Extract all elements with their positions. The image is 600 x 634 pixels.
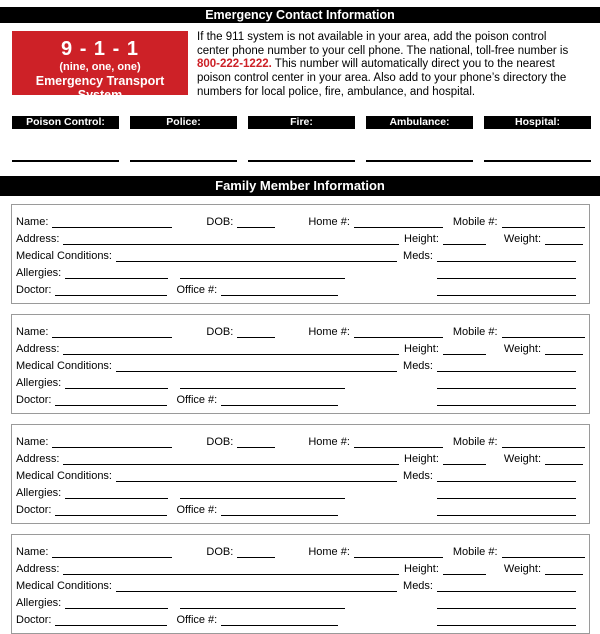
doctor-fill-line xyxy=(55,283,167,296)
doctor-label: Doctor: xyxy=(16,503,52,516)
dob-label: DOB: xyxy=(206,325,234,338)
member-row-medical xyxy=(16,575,585,592)
meds-extra-fill-line xyxy=(437,376,576,389)
mobile-phone-fill-line xyxy=(502,545,585,558)
medical-conditions-label: Medical Conditions: xyxy=(16,579,112,592)
contact-label-poison-control: Poison Control: xyxy=(12,116,119,129)
allergies-fill-line xyxy=(65,266,168,279)
member-row-name xyxy=(16,541,585,558)
member-row-name xyxy=(16,211,585,228)
contact-fill-line-hospital xyxy=(484,160,591,162)
doctor-label: Doctor: xyxy=(16,283,52,296)
meds-fill-line xyxy=(437,249,576,262)
dob-label: DOB: xyxy=(206,435,234,448)
address-fill-line xyxy=(63,342,399,355)
family-members xyxy=(11,204,589,634)
height-fill-line xyxy=(443,452,486,465)
allergies-label: Allergies: xyxy=(16,486,62,499)
weight-label: Weight: xyxy=(503,562,541,575)
911-number-words: (nine, one, one) xyxy=(59,61,141,73)
address-fill-line xyxy=(63,232,399,245)
allergies-fill-line xyxy=(65,486,168,499)
address-fill-line xyxy=(63,562,399,575)
office-phone-fill-line xyxy=(221,283,338,296)
name-label: Name: xyxy=(16,435,49,448)
family-section-title: Family Member Information xyxy=(215,177,385,193)
911-system-label: Emergency Transport System xyxy=(35,74,165,102)
meds-extra-fill-line-2 xyxy=(437,283,576,296)
name-fill-line xyxy=(52,325,172,338)
height-fill-line xyxy=(443,342,486,355)
dob-fill-line xyxy=(237,325,275,338)
name-label: Name: xyxy=(16,545,49,558)
office-phone-label: Office #: xyxy=(176,393,218,406)
family-section-header xyxy=(0,176,600,196)
home-phone-label: Home #: xyxy=(308,215,350,228)
family-member-block xyxy=(11,204,590,304)
office-phone-fill-line xyxy=(221,503,338,516)
dob-label: DOB: xyxy=(206,545,234,558)
medical-conditions-fill-line xyxy=(116,249,397,262)
weight-fill-line xyxy=(545,232,583,245)
meds-extra-fill-line-2 xyxy=(437,393,576,406)
address-label: Address: xyxy=(16,562,60,575)
home-phone-fill-line xyxy=(354,325,443,338)
dob-label: DOB: xyxy=(206,215,234,228)
meds-extra-fill-line-2 xyxy=(437,613,576,626)
family-member-block xyxy=(11,314,590,414)
doctor-fill-line xyxy=(55,393,167,406)
info-text-before: If the 911 system is not available in your area, add the poison control center phone number to your cell phone. The national, toll-free number is xyxy=(197,31,569,57)
address-label: Address: xyxy=(16,342,60,355)
name-label: Name: xyxy=(16,215,49,228)
name-label: Name: xyxy=(16,325,49,338)
poison-control-info-text xyxy=(197,31,581,100)
medical-conditions-label: Medical Conditions: xyxy=(16,359,112,372)
contact-label-hospital: Hospital: xyxy=(484,116,591,129)
allergies-extra-fill-line xyxy=(180,376,345,389)
911-panel xyxy=(12,31,188,102)
contact-fill-line-poison-control xyxy=(12,160,119,162)
emergency-section-title: Emergency Contact Information xyxy=(205,8,395,22)
member-row-medical xyxy=(16,465,585,482)
contact-fill-lines-row xyxy=(12,160,588,162)
member-row-doctor xyxy=(16,279,585,296)
member-row-medical xyxy=(16,355,585,372)
meds-extra-fill-line xyxy=(437,266,576,279)
height-label: Height: xyxy=(404,232,439,245)
member-row-allergies xyxy=(16,372,585,389)
medical-conditions-fill-line xyxy=(116,469,397,482)
office-phone-label: Office #: xyxy=(176,283,218,296)
contact-label-fire: Fire: xyxy=(248,116,355,129)
office-phone-label: Office #: xyxy=(176,503,218,516)
dob-fill-line xyxy=(237,215,275,228)
mobile-phone-label: Mobile #: xyxy=(452,325,498,338)
member-row-address xyxy=(16,338,585,355)
member-row-allergies xyxy=(16,592,585,609)
meds-label: Meds: xyxy=(403,579,433,592)
medical-conditions-label: Medical Conditions: xyxy=(16,469,112,482)
911-number: 9 - 1 - 1 xyxy=(61,38,139,60)
doctor-label: Doctor: xyxy=(16,613,52,626)
contact-fill-line-police xyxy=(130,160,237,162)
home-phone-fill-line xyxy=(354,435,443,448)
weight-label: Weight: xyxy=(503,452,541,465)
doctor-fill-line xyxy=(55,503,167,516)
meds-extra-fill-line-2 xyxy=(437,503,576,516)
height-label: Height: xyxy=(404,342,439,355)
allergies-extra-fill-line xyxy=(180,596,345,609)
weight-fill-line xyxy=(545,342,583,355)
emergency-section-header xyxy=(0,7,600,23)
member-row-doctor xyxy=(16,389,585,406)
meds-label: Meds: xyxy=(403,249,433,262)
weight-fill-line xyxy=(545,562,583,575)
dob-fill-line xyxy=(237,435,275,448)
allergies-fill-line xyxy=(65,376,168,389)
weight-fill-line xyxy=(545,452,583,465)
meds-label: Meds: xyxy=(403,359,433,372)
member-row-allergies xyxy=(16,482,585,499)
meds-label: Meds: xyxy=(403,469,433,482)
name-fill-line xyxy=(52,435,172,448)
meds-extra-fill-line xyxy=(437,486,576,499)
meds-fill-line xyxy=(437,579,576,592)
contact-fill-line-ambulance xyxy=(366,160,473,162)
home-phone-label: Home #: xyxy=(308,325,350,338)
doctor-label: Doctor: xyxy=(16,393,52,406)
intro-row xyxy=(12,31,588,100)
dob-fill-line xyxy=(237,545,275,558)
member-row-name xyxy=(16,431,585,448)
office-phone-fill-line xyxy=(221,393,338,406)
weight-label: Weight: xyxy=(503,232,541,245)
mobile-phone-fill-line xyxy=(502,215,585,228)
contact-labels-row xyxy=(12,116,588,129)
mobile-phone-fill-line xyxy=(502,325,585,338)
name-fill-line xyxy=(52,545,172,558)
member-row-address xyxy=(16,228,585,245)
mobile-phone-label: Mobile #: xyxy=(452,545,498,558)
height-label: Height: xyxy=(404,452,439,465)
allergies-extra-fill-line xyxy=(180,486,345,499)
office-phone-label: Office #: xyxy=(176,613,218,626)
mobile-phone-fill-line xyxy=(502,435,585,448)
info-text-after: This number will automatically direct you to the nearest poison control center in your area. Also add to your phone’s directory the numbers for local police, fire, ambulance, and hospital. xyxy=(197,58,567,98)
home-phone-label: Home #: xyxy=(308,435,350,448)
member-row-medical xyxy=(16,245,585,262)
family-member-block xyxy=(11,424,590,524)
member-row-name xyxy=(16,321,585,338)
contact-label-ambulance: Ambulance: xyxy=(366,116,473,129)
allergies-label: Allergies: xyxy=(16,266,62,279)
home-phone-label: Home #: xyxy=(308,545,350,558)
allergies-fill-line xyxy=(65,596,168,609)
poison-control-phone-number: 800-222-1222. xyxy=(197,58,272,71)
meds-fill-line xyxy=(437,359,576,372)
medical-conditions-fill-line xyxy=(116,359,397,372)
height-fill-line xyxy=(443,562,486,575)
allergies-label: Allergies: xyxy=(16,376,62,389)
meds-extra-fill-line xyxy=(437,596,576,609)
medical-conditions-label: Medical Conditions: xyxy=(16,249,112,262)
member-row-address xyxy=(16,558,585,575)
contact-label-police: Police: xyxy=(130,116,237,129)
mobile-phone-label: Mobile #: xyxy=(452,215,498,228)
member-row-address xyxy=(16,448,585,465)
family-member-block xyxy=(11,534,590,634)
home-phone-fill-line xyxy=(354,215,443,228)
weight-label: Weight: xyxy=(503,342,541,355)
medical-conditions-fill-line xyxy=(116,579,397,592)
member-row-doctor xyxy=(16,499,585,516)
allergies-label: Allergies: xyxy=(16,596,62,609)
doctor-fill-line xyxy=(55,613,167,626)
allergies-extra-fill-line xyxy=(180,266,345,279)
home-phone-fill-line xyxy=(354,545,443,558)
mobile-phone-label: Mobile #: xyxy=(452,435,498,448)
contact-fill-line-fire xyxy=(248,160,355,162)
name-fill-line xyxy=(52,215,172,228)
office-phone-fill-line xyxy=(221,613,338,626)
address-fill-line xyxy=(63,452,399,465)
address-label: Address: xyxy=(16,452,60,465)
member-row-allergies xyxy=(16,262,585,279)
height-label: Height: xyxy=(404,562,439,575)
height-fill-line xyxy=(443,232,486,245)
address-label: Address: xyxy=(16,232,60,245)
meds-fill-line xyxy=(437,469,576,482)
